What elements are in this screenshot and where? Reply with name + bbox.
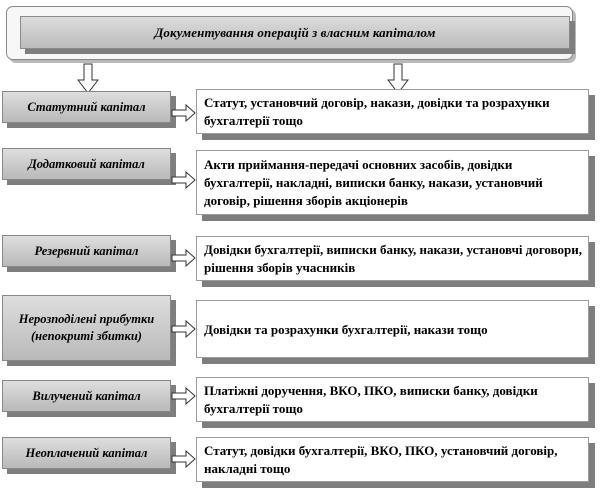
category-box	[2, 148, 171, 180]
documents-box	[196, 236, 589, 281]
documents-text: Акти приймання-передачі основних засобів, довідки бухгалтерії, накладні, виписки банку, накази, установчий договір, рішення зборів акціонерів	[204, 157, 543, 208]
documents-text: Статут, довідки бухгалтерії, ВКО, ПКО, установчий договір, накладні тощо	[204, 443, 558, 476]
documents-box	[196, 377, 589, 422]
documents-text: Платіжні доручення, ВКО, ПКО, виписки банку, довідки бухгалтерії тощо	[204, 383, 538, 416]
right-arrow-icon	[172, 451, 196, 467]
category-box	[2, 295, 171, 361]
category-label: Неоплачений капітал	[25, 445, 148, 460]
right-arrow-icon	[172, 105, 196, 121]
category-label: Статутний капітал	[27, 99, 146, 114]
category-label: Нерозподілені прибутки (непокриті збитки)	[18, 312, 155, 343]
right-arrow-icon	[172, 250, 196, 266]
category-box	[2, 91, 171, 123]
documents-text: Довідки та розрахунки бухгалтерії, накази тощо	[204, 321, 488, 337]
documents-box	[196, 437, 589, 482]
right-arrow-icon	[172, 172, 196, 188]
category-label: Вилучений капітал	[32, 388, 141, 403]
right-arrow-icon	[172, 388, 196, 404]
documents-box	[196, 89, 589, 134]
diagram-title: Документування операцій з власним капіталом	[154, 24, 436, 40]
documents-box	[196, 150, 589, 215]
down-arrow-left-icon	[78, 64, 98, 94]
right-arrow-icon	[172, 321, 196, 337]
category-box	[2, 437, 171, 469]
documents-text: Статут, установчий договір, накази, довідки та розрахунки бухгалтерії тощо	[204, 95, 550, 128]
diagram-title-box	[20, 16, 570, 49]
category-box	[2, 380, 171, 412]
category-label: Резервний капітал	[34, 243, 139, 258]
category-box	[2, 235, 171, 267]
documents-text: Довідки бухгалтерії, виписки банку, накази, установчі договори, рішення зборів учасників	[204, 242, 583, 275]
category-label: Додатковий капітал	[28, 156, 145, 171]
documents-box	[196, 300, 589, 358]
